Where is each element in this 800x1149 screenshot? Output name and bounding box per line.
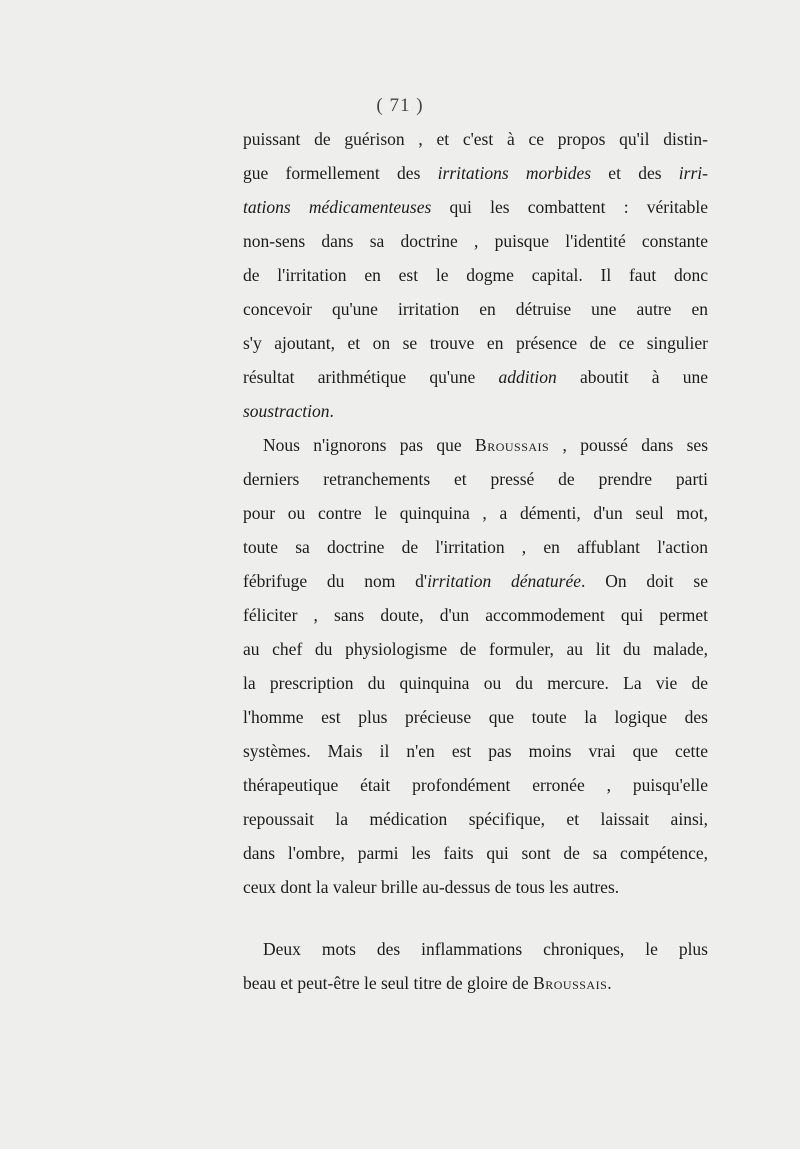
paragraph-2 [243,428,708,904]
text-line: la prescription du quinquina ou du mercure. La vie de [243,673,708,693]
text-line: Nous n'ignorons pas que Broussais , poussé dans ses [263,435,709,455]
text-line: résultat arithmétique qu'une addition aboutit à une [243,367,709,387]
text-line: toute sa doctrine de l'irritation , en affublant l'action [243,537,708,557]
text-line: ceux dont la valeur brille au-dessus de tous les autres. [243,877,620,897]
paragraph-1 [243,122,708,428]
paragraph-3 [243,932,708,1000]
text-line: derniers retranchements et pressé de prendre parti [243,469,708,489]
text-line: systèmes. Mais il n'en est pas moins vrai que cette [243,741,708,761]
paragraph-gap [243,904,708,932]
text-line: beau et peut-être le seul titre de gloire de Broussais. [243,973,612,993]
text-line: féliciter , sans doute, d'un accommodement qui permet [243,605,708,625]
text-line: repoussait la médication spécifique, et laissait ainsi, [243,809,708,829]
text-line: s'y ajoutant, et on se trouve en présence de ce singulier [243,333,708,353]
small-caps-name: Broussais [533,973,608,993]
body-text [243,122,708,1000]
italic-term: soustraction [243,401,330,421]
text-line: non-sens dans sa doctrine , puisque l'identité constante [243,231,708,251]
page-number: ( 71 ) [376,95,424,116]
text-line: l'homme est plus précieuse que toute la logique des [243,707,708,727]
italic-term: irritations morbides [437,163,592,183]
text-line: au chef du physiologisme de formuler, au lit du malade, [243,639,708,659]
italic-term: addition [498,367,557,387]
text-line: pour ou contre le quinquina , a démenti, d'un seul mot, [243,503,708,523]
text-line: tations médicamenteuses qui les combattent : véritable [243,197,708,217]
text-line: de l'irritation en est le dogme capital. Il faut donc [243,265,708,285]
text-line: puissant de guérison , et c'est à ce propos qu'il distin- [243,129,708,149]
italic-term: irritation dénaturée [427,571,582,591]
text-line: dans l'ombre, parmi les faits qui sont de sa compétence, [243,843,708,863]
text-line: fébrifuge du nom d'irritation dénaturée. On doit se [243,571,708,591]
text-line: gue formellement des irritations morbides et des irri- [243,163,708,183]
text-line: thérapeutique était profondément erronée , puisqu'elle [243,775,708,795]
text-line: Deux mots des inflammations chroniques, le plus [263,939,708,959]
text-line: concevoir qu'une irritation en détruise une autre en [243,299,708,319]
italic-term: tations médicamenteuses [243,197,432,217]
text-line: soustraction. [243,401,334,421]
small-caps-name: Broussais [475,435,550,455]
italic-term: irri- [678,163,708,183]
